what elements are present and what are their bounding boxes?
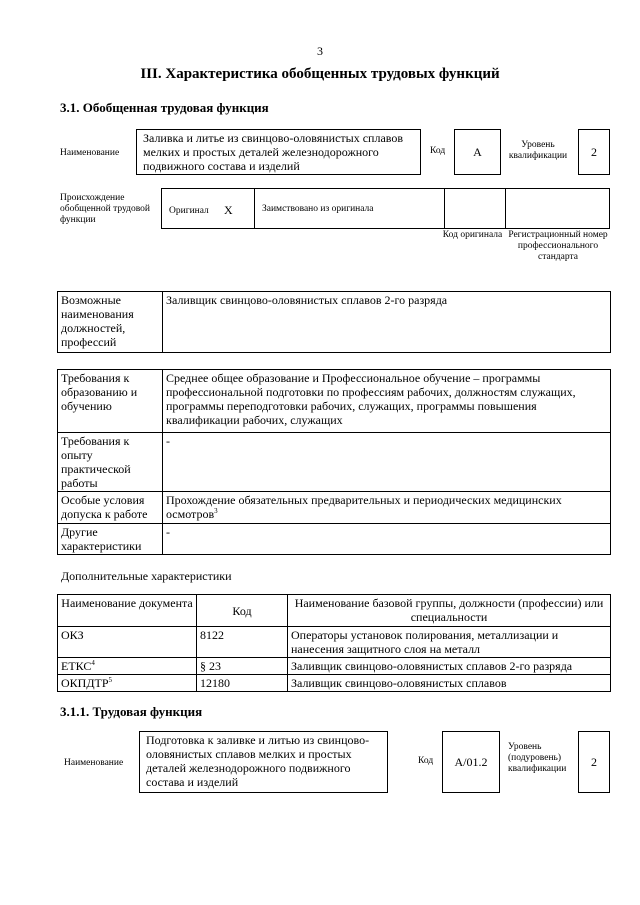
additional-row-name: Операторы установок полирования, металлизации и нанесения защитного слоя на металл [288,627,611,658]
additional-doc-footnote: 4 [91,659,95,667]
additional-header-name: Наименование базовой группы, должности (профессии) или специальности [288,595,611,627]
gtf-name-label: Наименование [60,148,120,158]
req-conditions-value: Прохождение обязательных предварительных и периодических медицинских осмотров [166,493,562,521]
origin-borrowed-label: Заимствовано из оригинала [262,204,374,214]
origin-original-label: Оригинал [169,206,209,216]
origin-label: Происхождение обобщенной трудовой функции [60,193,150,225]
tf-code-label: Код [418,756,434,766]
subsection-title: 3.1. Обобщенная трудовая функция [60,100,269,115]
req-conditions-cell [163,492,611,524]
tf-name-value: Подготовка к заливке и литью из свинцово-оловянистых сплавов мелких и простых деталей железнодорожного подвижного состава и изделий [139,731,388,793]
positions-table [57,291,611,353]
origin-original-mark: X [224,203,233,217]
origin-divider [254,189,255,228]
origin-divider [505,189,506,228]
gtf-level-label: Уровень квалификации [508,140,568,161]
page-number: 3 [317,44,323,58]
req-conditions-footnote: 3 [214,507,218,515]
req-education-label: Требования к образованию и обучению [58,370,163,433]
additional-row-code: 8122 [197,627,288,658]
additional-row-code: § 23 [197,658,288,675]
req-other-value: - [163,524,611,555]
additional-table [57,594,611,692]
req-experience-value: - [163,433,611,492]
gtf-code-label: Код [430,146,446,156]
additional-row-doc [58,658,197,675]
additional-doc-text: ЕТКС [61,659,92,673]
origin-divider [444,189,445,228]
additional-title: Дополнительные характеристики [61,569,232,583]
additional-row-doc [58,627,197,658]
additional-doc-text: ОКЗ [61,628,84,642]
tf-code-value: A/01.2 [442,731,500,793]
tf-name-label: Наименование [64,758,124,768]
gtf-level-value: 2 [578,129,610,175]
origin-reg-caption: Регистрационный номер профессионального стандарта [508,230,608,262]
tf-level-label: Уровень (подуровень) квалификации [508,742,567,774]
origin-table [161,188,610,229]
gtf-code-value: A [454,129,501,175]
positions-label: Возможные наименования должностей, профессий [58,292,163,353]
additional-header-code: Код [197,595,288,627]
requirements-table [57,369,611,555]
section-title: III. Характеристика обобщенных трудовых функций [140,66,500,82]
additional-doc-text: ОКПДТР [61,676,109,690]
additional-row-name: Заливщик свинцово-оловянистых сплавов [288,675,611,692]
positions-value: Заливщик свинцово-оловянистых сплавов 2-го разряда [163,292,611,353]
additional-doc-footnote: 5 [108,676,113,684]
additional-row-code: 12180 [197,675,288,692]
gtf-name-value: Заливка и литье из свинцово-оловянистых сплавов мелких и простых деталей железнодорожного подвижного состава и изделий [136,129,421,175]
additional-header-doc: Наименование документа [58,595,197,627]
req-other-label: Другие характеристики [58,524,163,555]
additional-row-doc [58,675,197,692]
req-experience-label: Требования к опыту практической работы [58,433,163,492]
tf-level-value: 2 [578,731,610,793]
origin-code-caption: Код оригинала [442,230,503,240]
req-education-value: Среднее общее образование и Профессиональное обучение – программы профессиональной подготовки по профессиям рабочих, должностям служащих, программы переподготовки рабочих, служащих, программы повышения квалификации рабочих, служащих [163,370,611,433]
tf-title: 3.1.1. Трудовая функция [60,704,203,719]
req-conditions-label: Особые условия допуска к работе [58,492,163,524]
additional-row-name: Заливщик свинцово-оловянистых сплавов 2-го разряда [288,658,611,675]
